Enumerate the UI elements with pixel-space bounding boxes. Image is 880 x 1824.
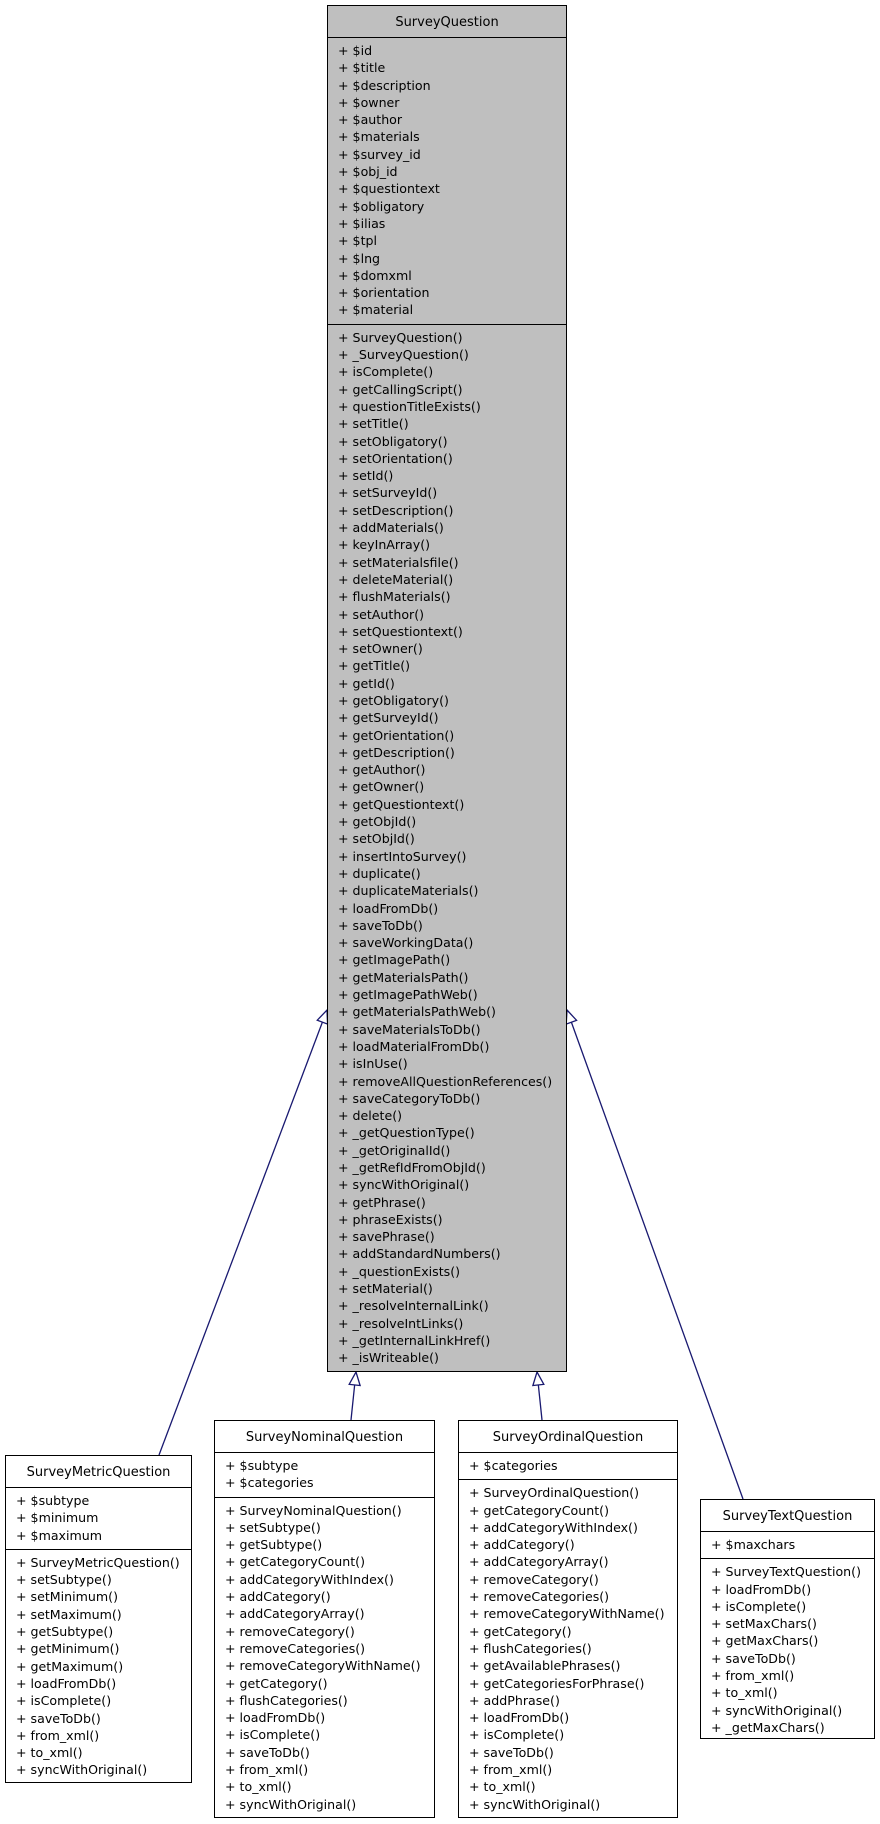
method-row: + getObligatory() xyxy=(338,692,449,708)
class-name: SurveyQuestion xyxy=(328,6,566,38)
methods-section xyxy=(215,1498,434,1818)
method-row: + setMaxChars() xyxy=(711,1616,817,1632)
method-row: + isComplete() xyxy=(225,1727,321,1743)
method-row: + savePhrase() xyxy=(338,1229,435,1245)
method-row: + getDescription() xyxy=(338,744,455,760)
method-row: + addCategoryWithIndex() xyxy=(469,1519,638,1535)
attributes-section xyxy=(328,38,566,325)
method-row: + to_xml() xyxy=(16,1745,83,1761)
class-name: SurveyOrdinalQuestion xyxy=(459,1421,677,1453)
class-name: SurveyNominalQuestion xyxy=(215,1421,434,1453)
attributes-section xyxy=(459,1453,677,1480)
method-row: + saveToDb() xyxy=(338,917,423,933)
attribute-row: + $obj_id xyxy=(338,164,398,180)
method-row: + saveToDb() xyxy=(711,1650,796,1666)
method-row: + setSubtype() xyxy=(16,1572,112,1588)
attribute-row: + $material xyxy=(338,302,414,318)
method-row: + duplicate() xyxy=(338,865,421,881)
method-row: + syncWithOriginal() xyxy=(225,1796,357,1812)
method-row: + setQuestiontext() xyxy=(338,623,463,639)
method-row: + getCallingScript() xyxy=(338,381,463,397)
method-row: + addCategoryArray() xyxy=(469,1554,609,1570)
edge-nominal xyxy=(349,1372,360,1420)
method-row: + SurveyTextQuestion() xyxy=(711,1564,861,1580)
method-row: + from_xml() xyxy=(225,1762,309,1778)
class-name: SurveyTextQuestion xyxy=(701,1500,874,1532)
method-row: + loadFromDb() xyxy=(16,1675,117,1691)
class-surveyquestion[interactable] xyxy=(327,5,567,1372)
method-row: + isComplete() xyxy=(469,1727,565,1743)
method-row: + addPhrase() xyxy=(469,1692,560,1708)
edge-ordinal xyxy=(533,1372,544,1420)
method-row: + addCategoryWithIndex() xyxy=(225,1571,394,1587)
method-row: + getCategoryCount() xyxy=(469,1502,609,1518)
method-row: + _SurveyQuestion() xyxy=(338,347,469,363)
method-row: + setOwner() xyxy=(338,641,423,657)
method-row: + setId() xyxy=(338,468,394,484)
method-row: + removeCategory() xyxy=(225,1623,355,1639)
method-row: + _getQuestionType() xyxy=(338,1125,475,1141)
attributes-section xyxy=(215,1453,434,1498)
method-row: + getAvailablePhrases() xyxy=(469,1658,621,1674)
method-row: + getTitle() xyxy=(338,658,411,674)
method-row: + SurveyNominalQuestion() xyxy=(225,1502,402,1518)
method-row: + getPhrase() xyxy=(338,1194,426,1210)
method-row: + setSurveyId() xyxy=(338,485,438,501)
method-row: + questionTitleExists() xyxy=(338,398,481,414)
method-row: + addStandardNumbers() xyxy=(338,1246,501,1262)
attribute-row: + $maxchars xyxy=(711,1537,796,1552)
method-row: + getCategory() xyxy=(225,1675,328,1691)
method-row: + insertIntoSurvey() xyxy=(338,848,467,864)
method-row: + isInUse() xyxy=(338,1056,408,1072)
methods-section xyxy=(701,1559,874,1741)
method-row: + delete() xyxy=(338,1108,403,1124)
method-row: + SurveyQuestion() xyxy=(338,329,463,345)
method-row: + from_xml() xyxy=(711,1668,795,1684)
attributes-section xyxy=(6,1488,191,1550)
class-surveyordinalquestion[interactable] xyxy=(458,1420,678,1818)
method-row: + syncWithOriginal() xyxy=(469,1796,601,1812)
method-row: + _questionExists() xyxy=(338,1263,461,1279)
attribute-row: + $subtype xyxy=(225,1458,299,1473)
method-row: + duplicateMaterials() xyxy=(338,883,479,899)
method-row: + to_xml() xyxy=(225,1779,292,1795)
inheritance-arrowhead xyxy=(533,1372,544,1385)
method-row: + SurveyOrdinalQuestion() xyxy=(469,1485,640,1501)
method-row: + getCategoriesForPhrase() xyxy=(469,1675,645,1691)
method-row: + from_xml() xyxy=(16,1727,100,1743)
methods-section xyxy=(6,1550,191,1784)
method-row: + removeCategory() xyxy=(469,1571,599,1587)
method-row: + setMaterialsfile() xyxy=(338,554,459,570)
method-row: + getMaximum() xyxy=(16,1658,124,1674)
method-row: + setMinimum() xyxy=(16,1589,118,1605)
method-row: + loadFromDb() xyxy=(711,1581,812,1597)
method-row: + getAuthor() xyxy=(338,762,426,778)
method-row: + getId() xyxy=(338,675,395,691)
class-surveynominalquestion[interactable] xyxy=(214,1420,435,1818)
method-row: + setOrientation() xyxy=(338,450,453,466)
method-row: + getSubtype() xyxy=(225,1537,323,1553)
class-surveymetricquestion[interactable] xyxy=(5,1455,192,1783)
attribute-row: + $subtype xyxy=(16,1493,90,1508)
method-row: + _getMaxChars() xyxy=(711,1719,825,1735)
method-row: + to_xml() xyxy=(469,1779,536,1795)
method-row: + loadFromDb() xyxy=(225,1710,326,1726)
method-row: + saveToDb() xyxy=(225,1744,310,1760)
method-row: + addCategory() xyxy=(225,1589,331,1605)
inheritance-arrowhead xyxy=(317,1010,327,1024)
method-row: + flushCategories() xyxy=(469,1640,592,1656)
method-row: + removeCategoryWithName() xyxy=(469,1606,665,1622)
method-row: + addMaterials() xyxy=(338,520,444,536)
method-row: + syncWithOriginal() xyxy=(338,1177,470,1193)
attribute-row: + $description xyxy=(338,77,431,93)
method-row: + removeCategories() xyxy=(469,1589,610,1605)
method-row: + keyInArray() xyxy=(338,537,431,553)
method-row: + addCategoryArray() xyxy=(225,1606,365,1622)
attribute-row: + $categories xyxy=(469,1458,558,1473)
method-row: + isComplete() xyxy=(16,1693,112,1709)
attribute-row: + $ilias xyxy=(338,215,386,231)
method-row: + saveCategoryToDb() xyxy=(338,1090,481,1106)
method-row: + getMaterialsPath() xyxy=(338,969,469,985)
method-row: + syncWithOriginal() xyxy=(711,1702,843,1718)
method-row: + getCategoryCount() xyxy=(225,1554,365,1570)
method-row: + setObligatory() xyxy=(338,433,448,449)
method-row: + setSubtype() xyxy=(225,1519,321,1535)
method-row: + syncWithOriginal() xyxy=(16,1762,148,1778)
method-row: + loadMaterialFromDb() xyxy=(338,1038,490,1054)
method-row: + from_xml() xyxy=(469,1762,553,1778)
method-row: + getObjId() xyxy=(338,814,417,830)
class-name: SurveyMetricQuestion xyxy=(6,1456,191,1488)
method-row: + loadFromDb() xyxy=(338,900,439,916)
edge-metric xyxy=(159,1010,328,1455)
method-row: + _resolveIntLinks() xyxy=(338,1315,464,1331)
attribute-row: + $materials xyxy=(338,129,420,145)
method-row: + getMinimum() xyxy=(16,1641,120,1657)
attribute-row: + $domxml xyxy=(338,267,412,283)
method-row: + getSurveyId() xyxy=(338,710,439,726)
method-row: + isComplete() xyxy=(711,1598,807,1614)
method-row: + getMaxChars() xyxy=(711,1633,819,1649)
attribute-row: + $tpl xyxy=(338,233,377,249)
attribute-row: + $title xyxy=(338,60,386,76)
method-row: + getCategory() xyxy=(469,1623,572,1639)
method-row: + addCategory() xyxy=(469,1537,575,1553)
method-row: + removeAllQuestionReferences() xyxy=(338,1073,553,1089)
method-row: + removeCategoryWithName() xyxy=(225,1658,421,1674)
method-row: + saveToDb() xyxy=(16,1710,101,1726)
method-row: + flushCategories() xyxy=(225,1692,348,1708)
method-row: + _getInternalLinkHref() xyxy=(338,1332,491,1348)
attribute-row: + $owner xyxy=(338,94,400,110)
method-row: + isComplete() xyxy=(338,364,434,380)
attribute-row: + $survey_id xyxy=(338,146,421,162)
method-row: + getSubtype() xyxy=(16,1624,114,1640)
method-row: + getImagePathWeb() xyxy=(338,987,478,1003)
method-row: + setAuthor() xyxy=(338,606,425,622)
attribute-row: + $maximum xyxy=(16,1527,103,1543)
attribute-row: + $obligatory xyxy=(338,198,425,214)
method-row: + phraseExists() xyxy=(338,1211,443,1227)
method-row: + to_xml() xyxy=(711,1685,778,1701)
method-row: + saveMaterialsToDb() xyxy=(338,1021,481,1037)
method-row: + getImagePath() xyxy=(338,952,451,968)
method-row: + getOwner() xyxy=(338,779,425,795)
method-row: + _resolveInternalLink() xyxy=(338,1298,489,1314)
method-row: + _isWriteable() xyxy=(338,1350,439,1366)
method-row: + setTitle() xyxy=(338,416,409,432)
methods-section xyxy=(459,1480,677,1818)
method-row: + setMaterial() xyxy=(338,1281,433,1297)
method-row: + deleteMaterial() xyxy=(338,571,454,587)
attribute-row: + $minimum xyxy=(16,1510,99,1526)
method-row: + saveWorkingData() xyxy=(338,935,474,951)
method-row: + setDescription() xyxy=(338,502,454,518)
attribute-row: + $orientation xyxy=(338,285,430,301)
method-row: + saveToDb() xyxy=(469,1744,554,1760)
class-surveytextquestion[interactable] xyxy=(700,1499,875,1739)
inheritance-arrowhead xyxy=(349,1372,360,1385)
method-row: + flushMaterials() xyxy=(338,589,451,605)
method-row: + getOrientation() xyxy=(338,727,455,743)
attribute-row: + $author xyxy=(338,112,403,128)
inheritance-arrowhead xyxy=(566,1010,576,1024)
method-row: + getMaterialsPathWeb() xyxy=(338,1004,496,1020)
method-row: + getQuestiontext() xyxy=(338,796,465,812)
method-row: + loadFromDb() xyxy=(469,1710,570,1726)
method-row: + SurveyMetricQuestion() xyxy=(16,1554,180,1570)
methods-section xyxy=(328,325,566,1372)
method-row: + setObjId() xyxy=(338,831,415,847)
method-row: + removeCategories() xyxy=(225,1640,366,1656)
attribute-row: + $lng xyxy=(338,250,381,266)
method-row: + _getRefIdFromObjId() xyxy=(338,1160,486,1175)
attributes-section xyxy=(701,1532,874,1559)
attribute-row: + $categories xyxy=(225,1475,314,1491)
attribute-row: + $questiontext xyxy=(338,181,440,197)
attribute-row: + $id xyxy=(338,43,373,58)
method-row: + setMaximum() xyxy=(16,1606,122,1622)
method-row: + _getOriginalId() xyxy=(338,1142,451,1158)
